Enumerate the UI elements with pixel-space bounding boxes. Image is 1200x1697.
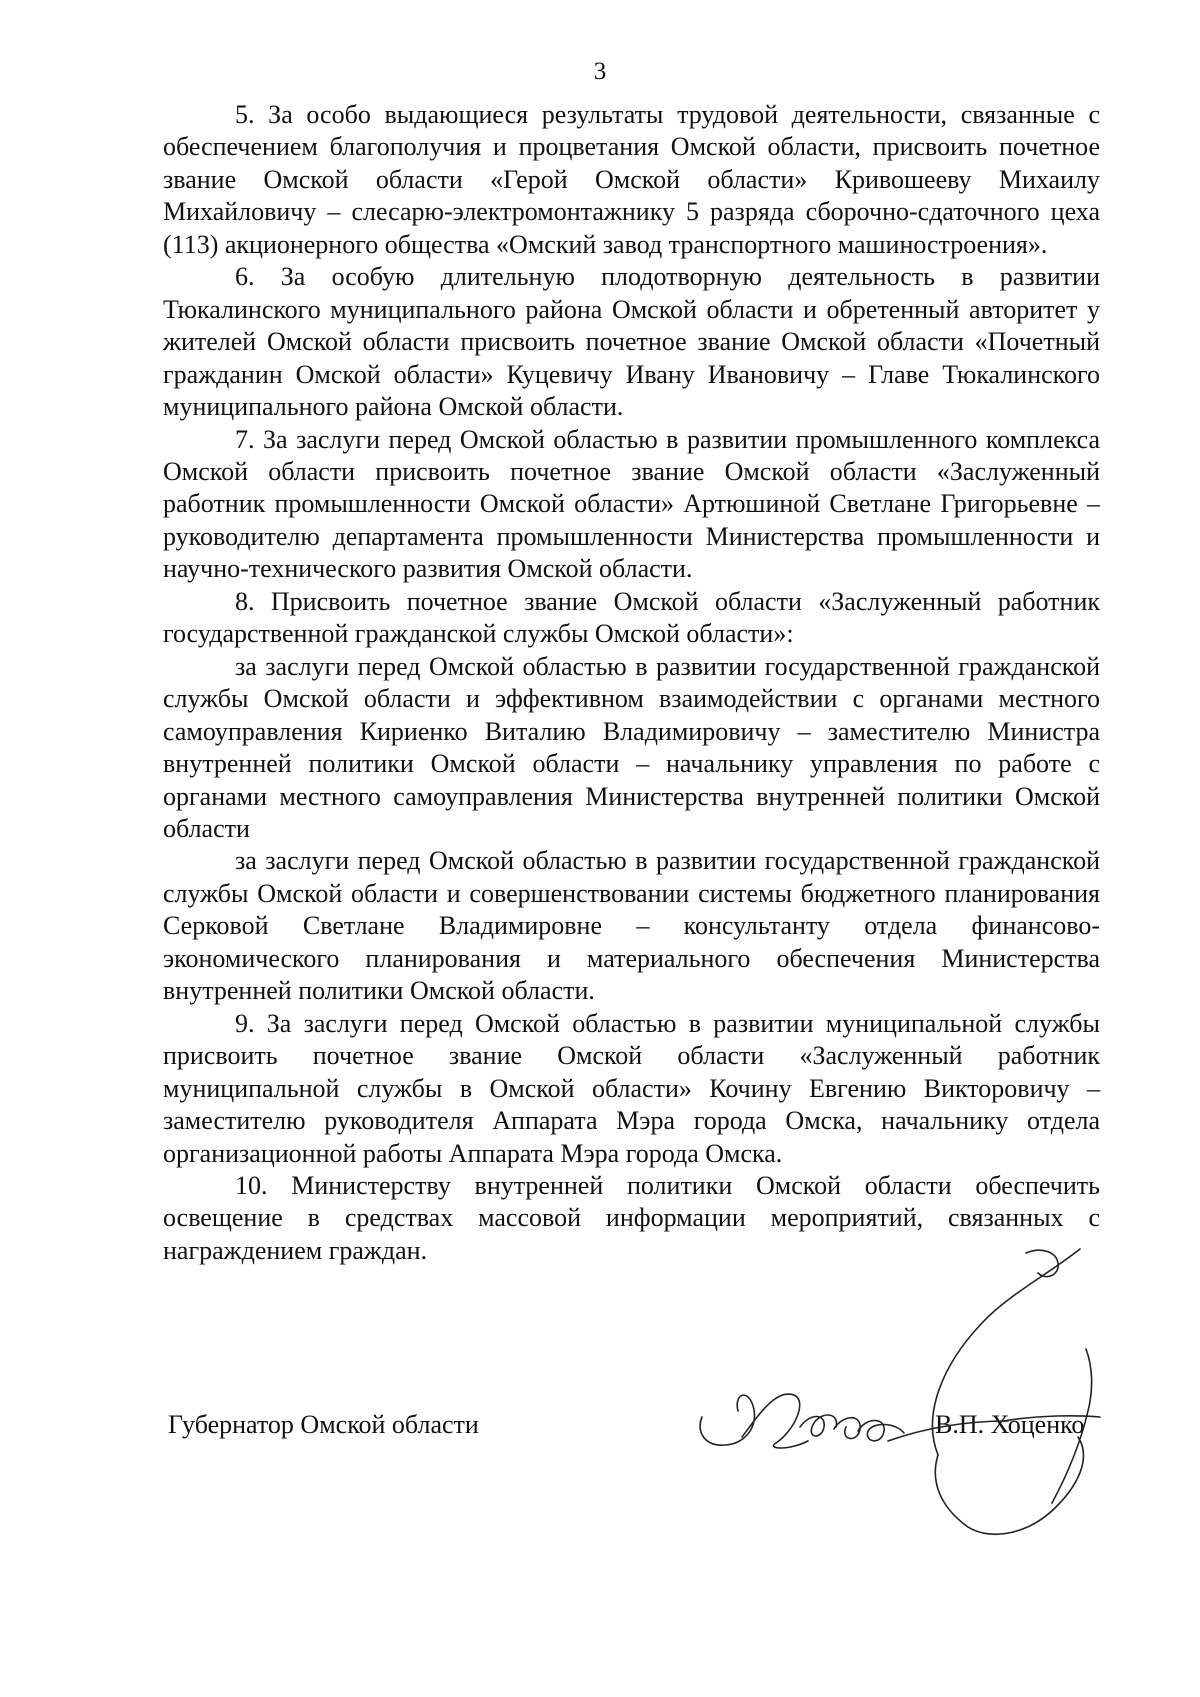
signer-position: Губернатор Омской области [168, 1410, 479, 1439]
paragraph-7: 7. За заслуги перед Омской областью в развитии промышленного комплекса Омской области присвоить почетное звание Омской области «Заслуженный работник промышленности Омской области» Артюшиной Светлане Григорьевне – руководителю департамента промышленности Министерства промышленности и научно-технического развития Омской области. [163, 424, 1100, 584]
paragraph-6: 6. За особую длительную плодотворную деятельность в развитии Тюкалинского муниципального района Омской области и обретенный авторитет у жителей Омской области присвоить почетное звание Омской области «Почетный гражданин Омской области» Куцевичу Ивану Ивановичу – Главе Тюкалинского муниципального района Омской области. [163, 262, 1100, 422]
paragraph-8: 8. Присвоить почетное звание Омской области «Заслуженный работник государственной гражданской службы Омской области»: [163, 586, 1100, 649]
paragraph-8-item-1: за заслуги перед Омской областью в развитии государственной гражданской службы Омской области и эффективном взаимодействии с органами местного самоуправления Кириенко Виталию Владимировичу – заместителю Министра внутренней политики Омской области – начальнику управления по работе с органами местного самоуправления Министерства внутренней политики Омской области [163, 651, 1100, 843]
paragraph-8-item-2: за заслуги перед Омской областью в развитии государственной гражданской службы Омской области и совершенствовании системы бюджетного планирования Серковой Светлане Владимировне – консультанту отдела финансово-экономического планирования и материального обеспечения Министерства внутренней политики Омской области. [163, 846, 1100, 1006]
signer-name: В.П. Хоценко [935, 1410, 1085, 1439]
paragraph-5: 5. За особо выдающиеся результаты трудовой деятельности, связанные с обеспечением благополучия и процветания Омской области, присвоить почетное звание Омской области «Герой Омской области» Кривошееву Михаилу Михайловичу – слесарю-электромонтажнику 5 разряда сборочно-сдаточного цеха (113) акционерного общества «Омский завод транспортного машиностроения». [163, 100, 1100, 259]
document-body [163, 99, 1100, 1267]
page-number: 3 [593, 58, 607, 85]
paragraph-10: 10. Министерству внутренней политики Омской области обеспечить освещение в средствах массовой информации мероприятий, связанных с награждением граждан. [163, 1170, 1100, 1265]
handwritten-signature [690, 1245, 1110, 1545]
paragraph-9: 9. За заслуги перед Омской областью в развитии муниципальной службы присвоить почетное звание Омской области «Заслуженный работник муниципальной службы в Омской области» Кочину Евгению Викторовичу – заместителю руководителя Аппарата Мэра города Омска, начальнику отдела организационной работы Аппарата Мэра города Омска. [163, 1008, 1100, 1168]
